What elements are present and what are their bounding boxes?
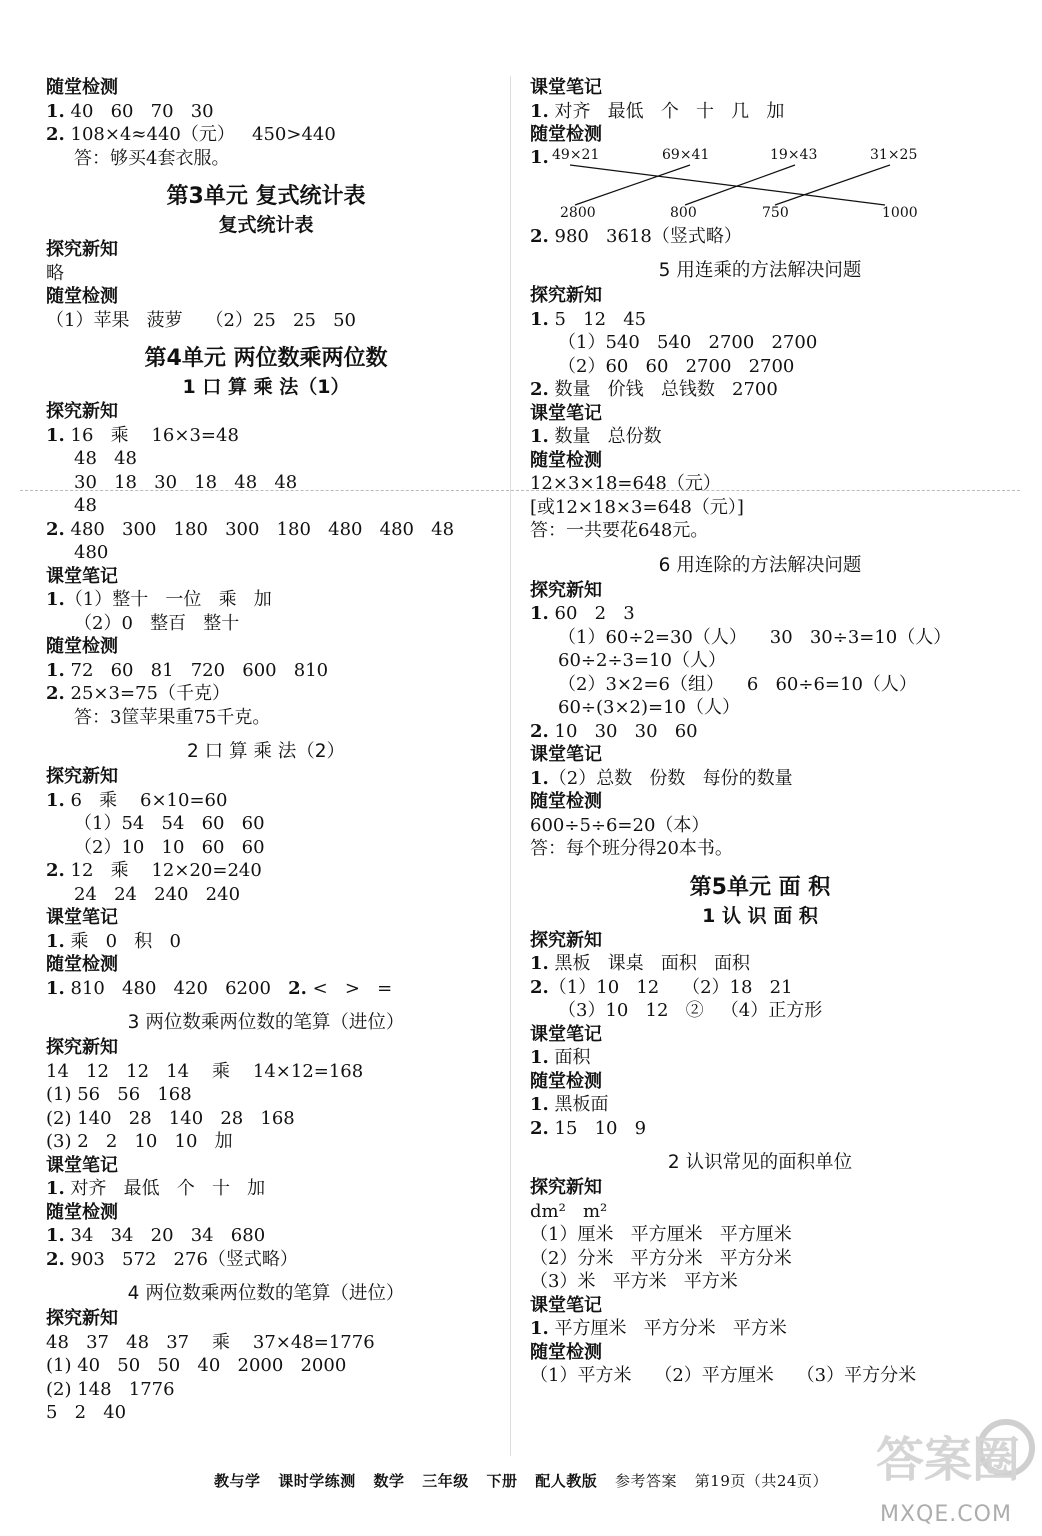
- match-top-label: 69×41: [662, 146, 710, 163]
- match-top-label: 49×21: [552, 146, 600, 163]
- answer-line: （2）10 10 60 60: [74, 836, 265, 858]
- answer-line: [530, 425, 990, 449]
- question-number: 2.: [530, 379, 549, 400]
- lesson-title: 2 口 算 乘 法（2）: [186, 741, 346, 762]
- answer-line: 答：每个班分得20本书。: [530, 838, 733, 859]
- section-label: 探究新知: [46, 401, 118, 422]
- answer-line: [46, 977, 486, 1001]
- answer-text: 108×4≈440（元） 450>440: [64, 124, 336, 145]
- section-label: 课堂笔记: [46, 1154, 118, 1176]
- question-number: 2.: [530, 1117, 549, 1139]
- column-divider: [510, 76, 511, 1456]
- page-number: 第19页（共24页）: [694, 1472, 828, 1490]
- answer-line: [530, 952, 990, 976]
- watermark-text: 答案圈: [876, 1432, 1021, 1488]
- answer-line: 答：3筐苹果重75千克。: [74, 706, 271, 728]
- answer-line: [或12×18×3=648（元）]: [530, 496, 744, 518]
- question-number: 1.: [46, 589, 65, 610]
- answer-text: 对齐 最低 个 十 加: [64, 1178, 266, 1199]
- answer-line: [530, 1117, 990, 1141]
- footer-subject: 数学: [373, 1472, 405, 1490]
- footer-grade: 三年级: [422, 1472, 469, 1490]
- section-label: 探究新知: [46, 239, 118, 260]
- section-label: 课堂笔记: [530, 1294, 602, 1316]
- answer-text: （1）整十 一位 乘 加: [64, 589, 272, 610]
- answer-line: [530, 378, 990, 402]
- answer-text: （1）10 12 （2）18 21: [548, 976, 793, 998]
- question-number: 1.: [530, 1094, 549, 1115]
- answer-line: （1）平方米 （2）平方厘米 （3）平方分米: [530, 1365, 917, 1386]
- answer-text: 34 34 20 34 680: [64, 1225, 266, 1246]
- answer-line: [46, 1177, 486, 1201]
- answer-text: （2）总数 份数 每份的数量: [548, 767, 793, 789]
- match-top-label: 19×43: [770, 146, 818, 163]
- answer-text: 对齐 最低 个 十 几 加: [548, 100, 785, 122]
- section-label: 探究新知: [530, 929, 602, 951]
- answer-line: 略: [46, 262, 64, 284]
- question-number: 1.: [530, 603, 549, 624]
- matching-diagram: [530, 147, 970, 225]
- section-label: 课堂笔记: [530, 1023, 602, 1045]
- question-number: 1.: [46, 659, 65, 681]
- footer-volume: 下册: [486, 1472, 518, 1490]
- match-bottom-label: 1000: [882, 204, 918, 221]
- answer-line: [46, 588, 486, 612]
- answer-line: [530, 767, 990, 791]
- unit-title: 第5单元 面 积: [689, 874, 831, 900]
- unit-title: 第4单元 两位数乘两位数: [144, 346, 388, 371]
- answer-line: [46, 930, 486, 954]
- answer-line: [46, 1248, 486, 1272]
- answer-text: 黑板 课桌 面积 面积: [548, 953, 751, 974]
- answer-line: （1）苹果 菠萝 （2）25 25 50: [46, 309, 356, 331]
- question-number: 2.: [530, 225, 549, 247]
- answer-text: 60 2 3: [548, 603, 635, 624]
- answer-text: 15 10 9: [548, 1117, 647, 1139]
- question-number: 1.: [46, 1178, 65, 1199]
- section-label: 课堂笔记: [530, 77, 602, 98]
- answer-text: 面积: [548, 1047, 591, 1068]
- answer-text: 903 572 276（竖式略）: [64, 1248, 298, 1270]
- answer-line: dm² m²: [530, 1200, 608, 1222]
- section-label: 随堂检测: [530, 1341, 602, 1363]
- answer-line: （3）米 平方米 平方米: [530, 1271, 738, 1292]
- answer-line: 480: [74, 542, 109, 563]
- match-line: [775, 165, 890, 205]
- match-line: [575, 165, 690, 205]
- section-label: 随堂检测: [530, 124, 602, 145]
- question-number: 1.: [46, 789, 65, 811]
- footer-edition: 配人教版: [535, 1472, 598, 1490]
- answer-text: 480 300 180 300 180 480 480 48: [64, 518, 455, 540]
- section-label: 随堂检测: [46, 286, 118, 307]
- question-number: 1.: [530, 1047, 549, 1068]
- question-number: 1.: [46, 930, 65, 952]
- question-number: 1.: [530, 308, 549, 330]
- section-label: 随堂检测: [46, 954, 118, 975]
- question-number: 1.: [46, 424, 65, 446]
- answer-text: 平方厘米 平方分米 平方米: [548, 1318, 787, 1339]
- question-number: 2.: [46, 518, 65, 540]
- question-number: 2.: [288, 977, 307, 999]
- answer-text: 980 3618（竖式略）: [548, 225, 742, 247]
- question-number: 1.: [530, 1318, 549, 1339]
- match-line: [685, 165, 795, 205]
- question-number: 1.: [46, 977, 65, 999]
- answer-line: （3）10 12 ② （4）正方形: [558, 1000, 823, 1021]
- answer-line: [530, 308, 990, 332]
- question-number: 1.: [530, 426, 549, 447]
- footer-section: 参考答案: [615, 1472, 678, 1490]
- answer-line: (1) 56 56 168: [46, 1084, 192, 1105]
- lesson-title: 2 认识常见的面积单位: [667, 1152, 853, 1173]
- answer-text: 12 乘 12×20=240: [64, 860, 262, 881]
- answer-text: 数量 总份数: [548, 426, 662, 447]
- question-number: 2.: [46, 860, 65, 881]
- answer-line: 60÷(3×2)=10（人）: [558, 697, 741, 718]
- answer-line: （1）54 54 60 60: [74, 813, 265, 834]
- unit-title: 第3单元 复式统计表: [166, 184, 366, 209]
- footer-brand: 教与学: [214, 1472, 261, 1490]
- answer-line: 60÷2÷3=10（人）: [558, 650, 726, 671]
- answer-line: （2）60 60 2700 2700: [558, 355, 795, 377]
- section-label: 课堂笔记: [46, 565, 118, 587]
- answer-text: 5 12 45: [548, 308, 647, 330]
- answer-text: 810 480 420 6200: [64, 977, 289, 999]
- answer-line: [46, 789, 486, 813]
- section-label: 随堂检测: [46, 1201, 118, 1223]
- answer-line: [530, 720, 990, 744]
- section-label: 随堂检测: [530, 791, 602, 812]
- section-label: 课堂笔记: [530, 744, 602, 765]
- lesson-title: 4 两位数乘两位数的笔算（进位）: [127, 1283, 405, 1304]
- question-number: 1.: [46, 100, 65, 122]
- section-label: 探究新知: [530, 1177, 602, 1198]
- answer-line: [46, 682, 486, 706]
- footer-series: 课时学练测: [278, 1472, 356, 1490]
- lesson-title: 复式统计表: [218, 214, 314, 236]
- section-label: 课堂笔记: [46, 907, 118, 928]
- right-main-block: [530, 225, 990, 1388]
- answer-line: （1）厘米 平方厘米 平方厘米: [530, 1224, 792, 1245]
- question-number: 2.: [46, 1248, 65, 1270]
- answer-text: 数量 价钱 总钱数 2700: [548, 379, 778, 400]
- answer-line: 48 37 48 37 乘 37×48=1776: [46, 1331, 375, 1353]
- section-label: 随堂检测: [46, 636, 118, 657]
- answer-line: 600÷5÷6=20（本）: [530, 814, 710, 836]
- question-number: 1.: [46, 1225, 65, 1246]
- answer-line: 14 12 12 14 乘 14×12=168: [46, 1060, 364, 1082]
- right-top-block: [530, 76, 990, 147]
- lesson-title: 1 认 识 面 积: [702, 904, 818, 927]
- match-bottom-label: 2800: [560, 204, 596, 221]
- answer-line: （1）540 540 2700 2700: [558, 332, 818, 353]
- match-bottom-label: 800: [670, 204, 697, 221]
- question-number: 1.: [530, 100, 549, 122]
- match-line: [570, 165, 885, 205]
- answer-line: [530, 1317, 990, 1341]
- section-label: 探究新知: [530, 579, 602, 601]
- section-label: 探究新知: [46, 1037, 118, 1058]
- lesson-title: 5 用连乘的方法解决问题: [658, 260, 862, 281]
- section-label: 探究新知: [46, 766, 118, 787]
- section-label: 随堂检测: [530, 449, 602, 471]
- answer-line: (3) 2 2 10 10 加: [46, 1131, 233, 1152]
- answer-line: [46, 859, 486, 883]
- answer-text: 黑板面: [548, 1094, 609, 1115]
- answer-line: （2）0 整百 整十: [74, 612, 240, 634]
- answer-line: [530, 602, 990, 626]
- answer-line: （2）3×2=6（组） 6 60÷6=10（人）: [558, 673, 917, 695]
- section-label: 课堂笔记: [530, 402, 602, 424]
- question-number: 2.: [530, 720, 549, 742]
- answer-line: [46, 123, 486, 147]
- answer-line: [530, 976, 990, 1000]
- answer-line: 12×3×18=648（元）: [530, 473, 721, 494]
- answer-text: 10 30 30 60: [548, 720, 698, 742]
- answer-line: (2) 148 1776: [46, 1378, 175, 1400]
- answer-line: [530, 225, 990, 249]
- lesson-title: 1 口 算 乘 法（1）: [182, 376, 350, 398]
- lesson-title: 3 两位数乘两位数的笔算（进位）: [127, 1012, 405, 1033]
- answer-line: 48: [74, 495, 97, 516]
- answer-text: 25×3=75（千克）: [64, 683, 230, 704]
- match-top-label: 31×25: [870, 146, 918, 163]
- answer-line: （2）分米 平方分米 平方分米: [530, 1247, 792, 1269]
- question-number: 2.: [46, 683, 65, 704]
- question-number: 2.: [46, 124, 65, 145]
- answer-line: 30 18 30 18 48 48: [74, 471, 298, 493]
- answer-text: 16 乘 16×3=48: [64, 424, 239, 446]
- answer-line: 答：够买4套衣服。: [74, 147, 230, 169]
- answer-line: [46, 1224, 486, 1248]
- answer-line: [530, 100, 990, 124]
- match-question-number: 1.: [530, 146, 549, 168]
- section-label: 探究新知: [530, 285, 602, 306]
- lesson-title: 6 用连除的方法解决问题: [658, 554, 862, 576]
- left-column: [46, 76, 486, 1425]
- question-number: 2.: [530, 976, 549, 998]
- answer-line: 5 2 40: [46, 1402, 127, 1423]
- answer-line: [530, 1046, 990, 1070]
- answer-text: < > =: [306, 977, 393, 999]
- answer-text: 72 60 81 720 600 810: [64, 659, 329, 681]
- section-label: 随堂检测: [46, 77, 118, 98]
- answer-line: 48 48: [74, 448, 137, 469]
- watermark-url: MXQE.COM: [880, 1502, 1012, 1527]
- answer-line: （1）60÷2=30（人） 30 30÷3=10（人）: [558, 626, 952, 648]
- answer-line: [46, 518, 486, 542]
- answer-text: 乘 0 积 0: [64, 930, 181, 952]
- answer-line: [46, 424, 486, 448]
- question-number: 1.: [530, 767, 549, 789]
- question-number: 1.: [530, 953, 549, 974]
- answer-line: [46, 100, 486, 124]
- answer-line: 24 24 240 240: [74, 883, 241, 905]
- answer-text: 40 60 70 30: [64, 100, 214, 122]
- answer-text: 6 乘 6×10=60: [64, 789, 228, 811]
- section-label: 随堂检测: [530, 1070, 602, 1092]
- right-column: [530, 76, 990, 1388]
- answer-line: [530, 1093, 990, 1117]
- answer-line: (1) 40 50 50 40 2000 2000: [46, 1355, 347, 1376]
- section-label: 探究新知: [46, 1308, 118, 1329]
- answer-line: (2) 140 28 140 28 168: [46, 1107, 295, 1129]
- answer-line: [46, 659, 486, 683]
- answer-line: 答：一共要花648元。: [530, 520, 709, 541]
- match-bottom-label: 750: [762, 204, 789, 221]
